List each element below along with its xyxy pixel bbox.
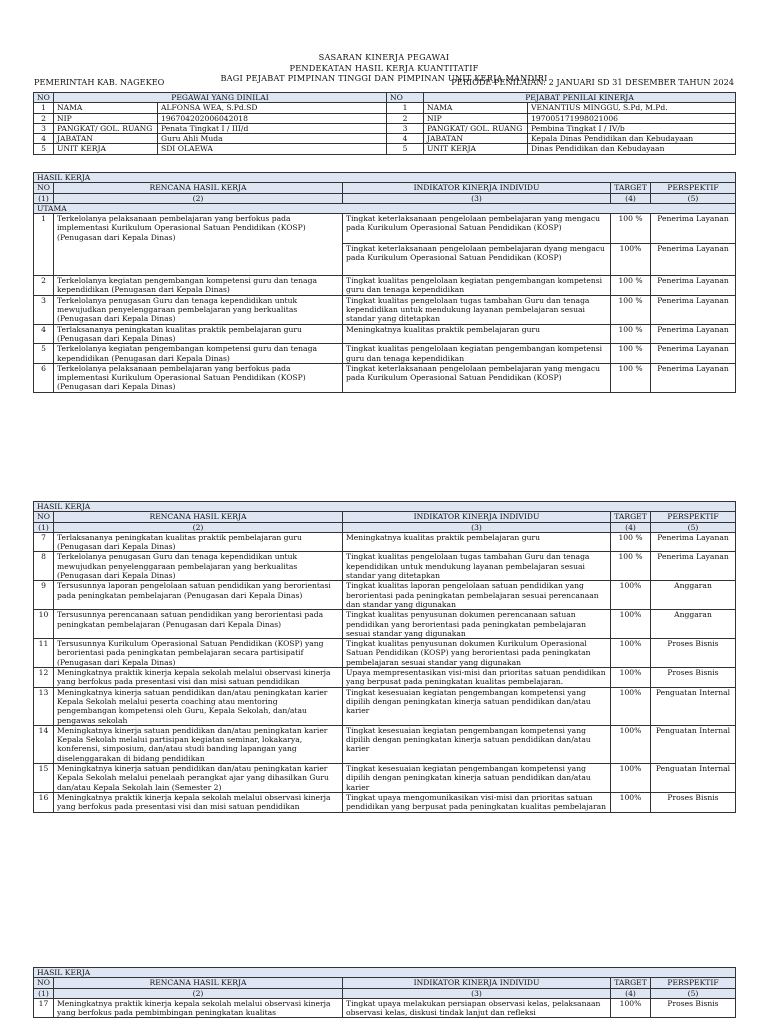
row-perspektif: Penerima Layanan [651, 214, 736, 244]
colnum: (1) [34, 522, 54, 532]
row-rencana: Meningkatnya praktik kinerja kepala sekolah melalui observasi kinerja yang berfokus pada pembimbingan peningkatan kualitas [54, 998, 343, 1018]
row-indikator: Meningkatnya kualitas praktik pembelajaran guru [343, 532, 611, 552]
employee-row [34, 144, 736, 154]
row-indikator: Tingkat upaya melakukan persiapan observasi kelas, pelaksanaan observasi kelas, diskusi tindak lanjut dan refleksi [343, 998, 611, 1018]
col-indikator: INDIKATOR KINERJA INDIVIDU [343, 512, 611, 522]
row-indikator: Tingkat keterlaksanaan pengelolaan pembelajaran dyang mengacu pada Kurikulum Operasional Satuan Pendidikan (KOSP) [343, 244, 611, 276]
column-header-row [34, 512, 736, 522]
row-no: 14 [34, 725, 54, 763]
row-perspektif: Penerima Layanan [651, 276, 736, 296]
row-rencana: Terkelolanya penugasan Guru dan tenaga kependidikan untuk mewujudkan penyelenggaraan pembelajaran yang berkualitas (Penugasan dari Kepala Dinas) [54, 552, 343, 581]
row-perspektif: Penerima Layanan [651, 532, 736, 552]
row-indikator: Tingkat kualitas pengelolaan kegiatan pengembangan kompetensi guru dan tenaga kependidikan [343, 276, 611, 296]
colnum: (5) [651, 193, 736, 203]
section-row [34, 502, 736, 512]
row-no: 13 [34, 687, 54, 725]
row-perspektif: Penguatan Internal [651, 764, 736, 793]
row-rencana: Tersusunnya laporan pengelolaan satuan pendidikan yang berorientasi pada peningkatan pembelajaran (Penugasan dari Kepala Dinas) [54, 581, 343, 610]
row-indikator: Tingkat kualitas penyusunan dokumen perencanaan satuan pendidikan yang berorientasi pada peningkatan pembelajaran sesuai standar yang digunakan [343, 610, 611, 639]
row-rencana: Meningkatnya kinerja satuan pendidikan dan/atau peningkatan karier Kepala Sekolah melalui partisipan kegiatan seminar, lokakarya, konferensi, simposium, dan/atau studi banding lapangan yang diselenggarakan di bidang pendidikan [54, 725, 343, 763]
column-number-row [34, 988, 736, 998]
pegawai-label: NIP [54, 113, 158, 123]
row-no: 15 [34, 764, 54, 793]
section-label: HASIL KERJA [34, 173, 736, 183]
table-row [34, 639, 736, 668]
colnum: (5) [651, 522, 736, 532]
penilai-value: Dinas Pendidikan dan Kebudayaan [528, 144, 736, 154]
penilai-value: Pembina Tingkat I / IV/b [528, 123, 736, 133]
pegawai-no: 3 [34, 123, 54, 133]
row-target: 100 % [611, 363, 651, 392]
row-no: 16 [34, 792, 54, 812]
row-perspektif: Proses Bisnis [651, 639, 736, 668]
employee-row [34, 134, 736, 144]
utama-row [34, 203, 736, 213]
col-indikator: INDIKATOR KINERJA INDIVIDU [343, 183, 611, 193]
table-row [34, 532, 736, 552]
table-row [34, 687, 736, 725]
pegawai-no: 2 [34, 113, 54, 123]
row-rencana: Terkelolanya pelaksanaan pembelajaran yang berfokus pada implementasi Kurikulum Operasional Satuan Pendidikan (KOSP) (Penugasan dari Kepala Dinas) [54, 214, 343, 276]
col-target: TARGET [611, 183, 651, 193]
colnum: (2) [54, 522, 343, 532]
pegawai-value: Penata Tingkat I / III/d [158, 123, 387, 133]
row-perspektif: Proses Bisnis [651, 998, 736, 1018]
row-indikator: Upaya mempresentasikan visi-misi dan prioritas satuan pendidikan yang berpusat pada peningkatan kualitas pembelajaran. [343, 668, 611, 688]
col-rencana: RENCANA HASIL KERJA [54, 183, 343, 193]
table-row [34, 725, 736, 763]
table-row [34, 324, 736, 344]
table-row [34, 764, 736, 793]
row-perspektif: Anggaran [651, 581, 736, 610]
colnum: (1) [34, 193, 54, 203]
colnum: (4) [611, 193, 651, 203]
colnum: (2) [54, 193, 343, 203]
column-number-row [34, 193, 736, 203]
employee-row [34, 123, 736, 133]
penilai-no: 4 [387, 134, 424, 144]
pegawai-no: 1 [34, 103, 54, 113]
utama-label: UTAMA [34, 203, 736, 213]
row-no: 3 [34, 295, 54, 324]
pegawai-value: Guru Ahli Muda [158, 134, 387, 144]
pegawai-no: 5 [34, 144, 54, 154]
row-target: 100 % [611, 276, 651, 296]
table-row [34, 295, 736, 324]
row-indikator: Tingkat kualitas pengelolaan tugas tambahan Guru dan tenaga kependidikan untuk mendukung layanan pembelajaran sesuai standar yang ditetapkan [343, 552, 611, 581]
row-target: 100 % [611, 324, 651, 344]
row-perspektif: Penerima Layanan [651, 552, 736, 581]
row-no: 4 [34, 324, 54, 344]
penilai-label: JABATAN [424, 134, 528, 144]
penilai-value: VENANTIUS MINGGU, S.Pd, M.Pd. [528, 103, 736, 113]
row-rencana: Tersusunnya perencanaan satuan pendidikan yang berorientasi pada peningkatan pembelajaran (Penugasan dari Kepala Dinas) [54, 610, 343, 639]
section-label: HASIL KERJA [34, 968, 736, 978]
colnum: (4) [611, 522, 651, 532]
row-no: 12 [34, 668, 54, 688]
row-indikator: Tingkat kualitas penyusunan dokumen Kurikulum Operasional Satuan Pendidikan (KOSP) yang berorientasi pada peningkatan pembelajaran sesuai standar yang digunakan [343, 639, 611, 668]
row-indikator: Tingkat kesesuaian kegiatan pengembangan kompetensi yang dipilih dengan peningkatan kinerja satuan pendidikan dan/atau karier [343, 687, 611, 725]
table-row [34, 214, 736, 244]
row-indikator: Tingkat kualitas pengelolaan tugas tambahan Guru dan tenaga kependidikan untuk mendukung layanan pembelajaran sesuai standar yang ditetapkan [343, 295, 611, 324]
penilai-label: PANGKAT/ GOL. RUANG [424, 123, 528, 133]
row-indikator: Meningkatnya kualitas praktik pembelajaran guru [343, 324, 611, 344]
row-perspektif: Penerima Layanan [651, 295, 736, 324]
penilai-label: UNIT KERJA [424, 144, 528, 154]
penilai-label: NIP [424, 113, 528, 123]
penilai-no: 1 [387, 103, 424, 113]
column-header-row [34, 183, 736, 193]
row-target: 100% [611, 764, 651, 793]
row-no: 6 [34, 363, 54, 392]
col-indikator: INDIKATOR KINERJA INDIVIDU [343, 978, 611, 988]
row-target: 100 % [611, 344, 651, 364]
colnum: (4) [611, 988, 651, 998]
title-line-2: PENDEKATAN HASIL KERJA KUANTITATIF [289, 62, 479, 73]
row-target: 100% [611, 725, 651, 763]
column-header-row [34, 978, 736, 988]
colnum: (2) [54, 988, 343, 998]
title-line-1: SASARAN KINERJA PEGAWAI [318, 52, 450, 62]
pegawai-label: PANGKAT/ GOL. RUANG [54, 123, 158, 133]
penilai-no: 2 [387, 113, 424, 123]
colnum: (3) [343, 988, 611, 998]
table-row [34, 610, 736, 639]
row-target: 100% [611, 668, 651, 688]
row-rencana: Terkelolanya penugasan Guru dan tenaga kependidikan untuk mewujudkan penyelenggaraan pembelajaran yang berkualitas (Penugasan dari Kepala Dinas) [54, 295, 343, 324]
row-perspektif: Penerima Layanan [651, 244, 736, 276]
col-no: NO [34, 183, 54, 193]
row-perspektif: Penerima Layanan [651, 344, 736, 364]
row-perspektif: Anggaran [651, 610, 736, 639]
pegawai-value: SDI OLAEWA [158, 144, 387, 154]
row-perspektif: Penguatan Internal [651, 687, 736, 725]
row-no: 17 [34, 998, 54, 1018]
colnum: (3) [343, 193, 611, 203]
col-target: TARGET [611, 978, 651, 988]
row-perspektif: Proses Bisnis [651, 792, 736, 812]
row-perspektif: Penguatan Internal [651, 725, 736, 763]
col-perspektif: PERSPEKTIF [651, 512, 736, 522]
row-target: 100% [611, 998, 651, 1018]
penilai-label: NAMA [424, 103, 528, 113]
hasil-kerja-table-2 [33, 501, 736, 813]
row-indikator: Tingkat kesesuaian kegiatan pengembangan kompetensi yang dipilih dengan peningkatan kinerja satuan pendidikan dan/atau karier [343, 725, 611, 763]
row-target: 100 % [611, 552, 651, 581]
table-row [34, 363, 736, 392]
pegawai-no: 4 [34, 134, 54, 144]
row-rencana: Meningkatnya kinerja satuan pendidikan dan/atau peningkatan karier Kepala Sekolah melalui penelaah perangkat ajar yang dihasilkan Guru dan/atau Kepala Sekolah lain (Semester 2) [54, 764, 343, 793]
row-rencana: Terlaksananya peningkatan kualitas praktik pembelajaran guru (Penugasan dari Kepala Dinas) [54, 532, 343, 552]
col-perspektif: PERSPEKTIF [651, 183, 736, 193]
table-row [34, 276, 736, 296]
row-target: 100 % [611, 214, 651, 244]
row-no: 7 [34, 532, 54, 552]
section-row [34, 173, 736, 183]
row-no: 10 [34, 610, 54, 639]
row-rencana: Terkelolanya kegiatan pengembangan kompetensi guru dan tenaga kependidikan (Penugasan dari Kepala Dinas) [54, 276, 343, 296]
row-no: 9 [34, 581, 54, 610]
row-no: 2 [34, 276, 54, 296]
employee-info-table [33, 92, 736, 155]
row-target: 100% [611, 610, 651, 639]
row-rencana: Meningkatnya praktik kinerja kepala sekolah melalui observasi kinerja yang berfokus pada presentasi visi dan misi satuan pendidikan [54, 668, 343, 688]
penilai-header: PEJABAT PENILAI KINERJA [424, 93, 736, 103]
row-rencana: Meningkatnya praktik kinerja kepala sekolah melalui observasi kinerja yang berfokus pada presentasi visi dan misi satuan pendidikan [54, 792, 343, 812]
pegawai-header: PEGAWAI YANG DINILAI [54, 93, 387, 103]
table-row [34, 792, 736, 812]
section-label: HASIL KERJA [34, 502, 736, 512]
row-perspektif: Penerima Layanan [651, 324, 736, 344]
row-rencana: Terlaksananya peningkatan kualitas praktik pembelajaran guru (Penugasan dari Kepala Dinas) [54, 324, 343, 344]
row-rencana: Terkelolanya pelaksanaan pembelajaran yang berfokus pada implementasi Kurikulum Operasional Satuan Pendidikan (KOSP) (Penugasan dari Kepala Dinas) [54, 363, 343, 392]
pegawai-label: UNIT KERJA [54, 144, 158, 154]
row-target: 100% [611, 792, 651, 812]
employee-row [34, 103, 736, 113]
row-indikator: Tingkat keterlaksanaan pengelolaan pembelajaran yang mengacu pada Kurikulum Operasional Satuan Pendidikan (KOSP) [343, 214, 611, 244]
row-indikator: Tingkat kesesuaian kegiatan pengembangan kompetensi yang dipilih dengan peningkatan kinerja satuan pendidikan dan/atau karier [343, 764, 611, 793]
row-no: 11 [34, 639, 54, 668]
table-row [34, 344, 736, 364]
col-no: NO [34, 978, 54, 988]
row-perspektif: Proses Bisnis [651, 668, 736, 688]
col-target: TARGET [611, 512, 651, 522]
row-target: 100% [611, 244, 651, 276]
row-rencana: Tersusunnya Kurikulum Operasional Satuan Pendidikan (KOSP) yang berorientasi pada peningkatan pembelajaran secara partisipatif (Penugasan dari Kepala Dinas) [54, 639, 343, 668]
hasil-kerja-table-1 [33, 172, 736, 393]
row-target: 100 % [611, 532, 651, 552]
table-row [34, 581, 736, 610]
pegawai-label: JABATAN [54, 134, 158, 144]
pegawai-no-header: NO [34, 93, 54, 103]
employee-row [34, 113, 736, 123]
colnum: (1) [34, 988, 54, 998]
row-target: 100% [611, 581, 651, 610]
employee-header-row [34, 93, 736, 103]
row-rencana: Meningkatnya kinerja satuan pendidikan dan/atau peningkatan karier Kepala Sekolah melalui peserta coaching atau mentoring pengembangan kompetensi oleh Guru, Kepala Sekolah, dan/atau pengawas sekolah [54, 687, 343, 725]
colnum: (3) [343, 522, 611, 532]
row-no: 1 [34, 214, 54, 276]
row-target: 100% [611, 687, 651, 725]
col-no: NO [34, 512, 54, 522]
row-no: 5 [34, 344, 54, 364]
col-perspektif: PERSPEKTIF [651, 978, 736, 988]
penilai-value: Kepala Dinas Pendidikan dan Kebudayaan [528, 134, 736, 144]
pegawai-value: ALFONSA WEA, S.Pd.SD [158, 103, 387, 113]
row-no: 8 [34, 552, 54, 581]
table-row [34, 998, 736, 1018]
row-indikator: Tingkat keterlaksanaan pengelolaan pembelajaran yang mengacu pada Kurikulum Operasional Satuan Pendidikan (KOSP) [343, 363, 611, 392]
row-rencana: Terkelolanya kegiatan pengembangan kompetensi guru dan tenaga kependidikan (Penugasan dari Kepala Dinas) [54, 344, 343, 364]
row-indikator: Tingkat kualitas laporan pengelolaan satuan pendidikan yang berorientasi pada peningkatan pembelajaran sesuai perencanaan dan standar yang digunakan [343, 581, 611, 610]
penilai-no: 5 [387, 144, 424, 154]
pegawai-value: 196704202006042018 [158, 113, 387, 123]
penilai-value: 197005171998021006 [528, 113, 736, 123]
col-rencana: RENCANA HASIL KERJA [54, 512, 343, 522]
periode-label: PERIODE PENILAIAN: 2 JANUARI SD 31 DESEMBER TAHUN 2024 [451, 77, 734, 87]
row-target: 100 % [611, 295, 651, 324]
pegawai-label: NAMA [54, 103, 158, 113]
table-row [34, 552, 736, 581]
instansi-label: PEMERINTAH KAB. NAGEKEO [34, 77, 165, 87]
col-rencana: RENCANA HASIL KERJA [54, 978, 343, 988]
hasil-kerja-table-3 [33, 967, 736, 1018]
penilai-no-header: NO [387, 93, 424, 103]
section-row [34, 968, 736, 978]
row-indikator: Tingkat kualitas pengelolaan kegiatan pengembangan kompetensi guru dan tenaga kependidikan [343, 344, 611, 364]
row-perspektif: Penerima Layanan [651, 363, 736, 392]
table-row [34, 668, 736, 688]
row-indikator: Tingkat upaya mengomunikasikan visi-misi dan prioritas satuan pendidikan yang berpusat pada peningkatan kualitas pembelajaran [343, 792, 611, 812]
colnum: (5) [651, 988, 736, 998]
title-line-3: BAGI PEJABAT PIMPINAN TINGGI DAN PIMPINAN UNIT KERJA MANDIRI [220, 73, 548, 83]
column-number-row [34, 522, 736, 532]
penilai-no: 3 [387, 123, 424, 133]
row-target: 100% [611, 639, 651, 668]
